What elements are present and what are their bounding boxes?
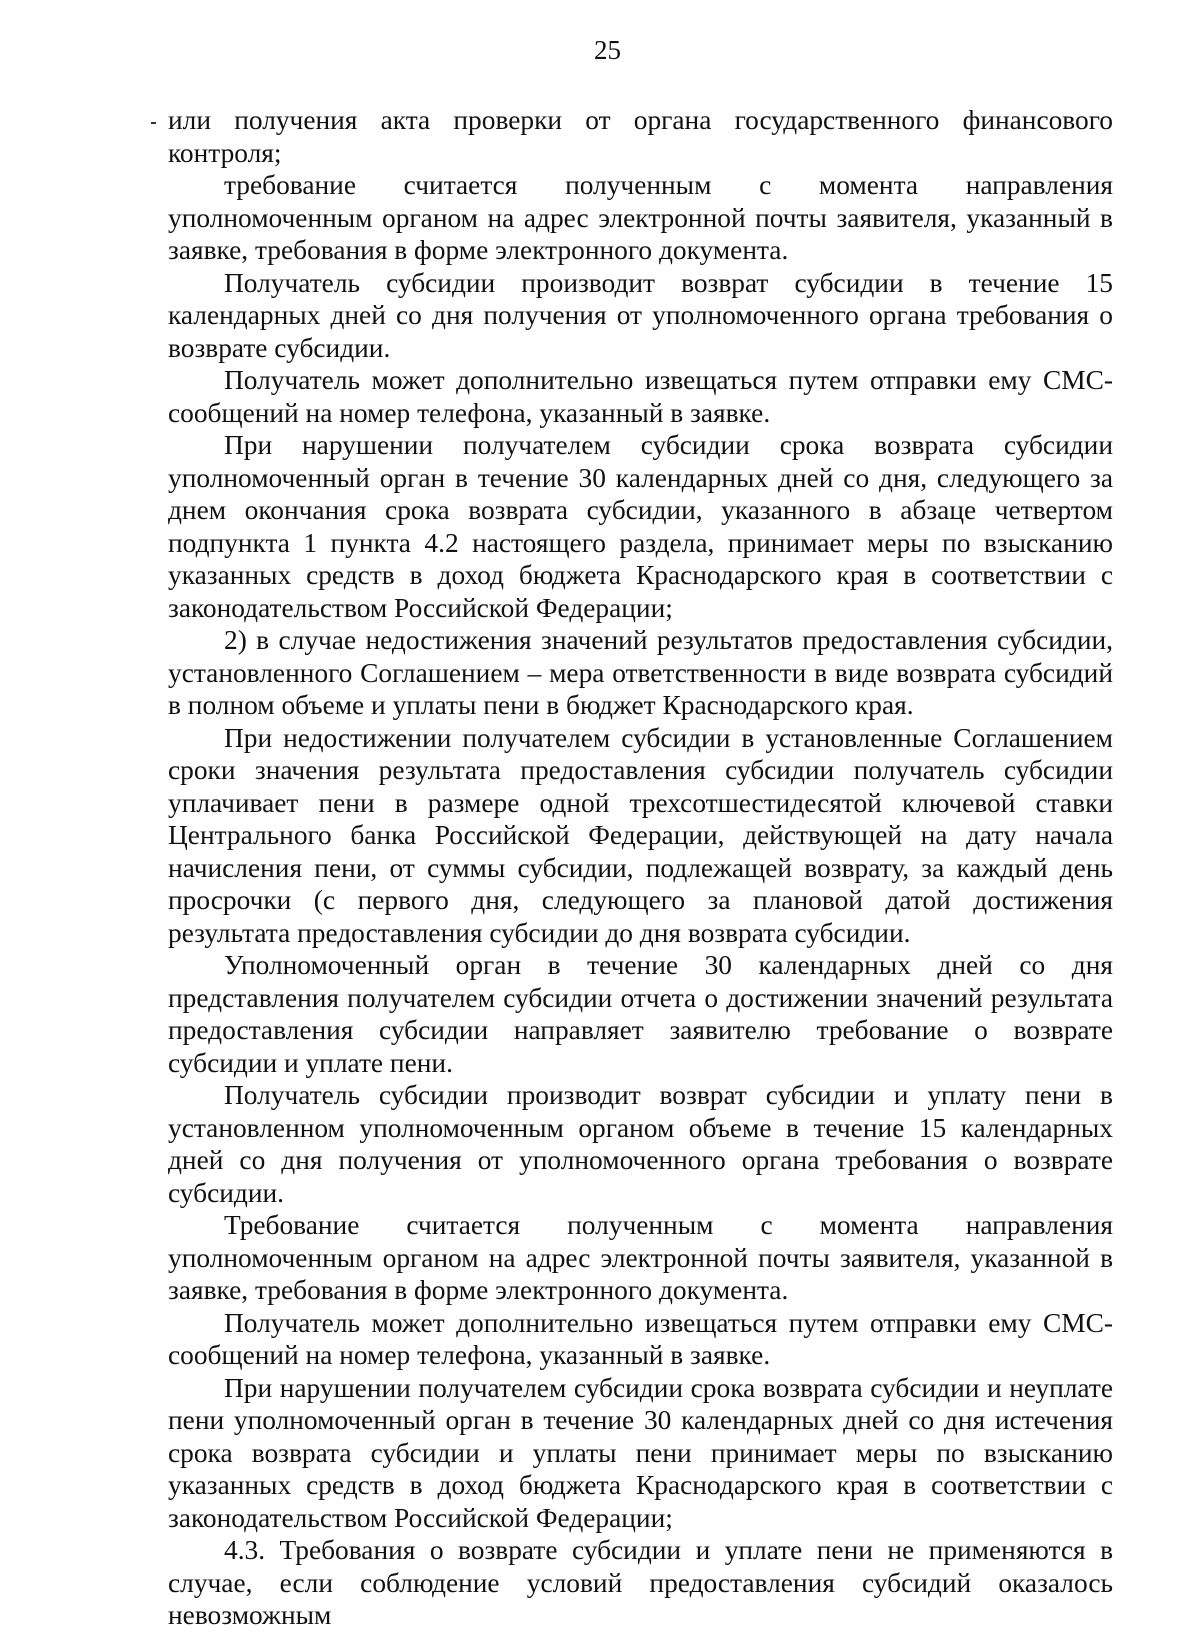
margin-mark (151, 122, 156, 124)
paragraph: Уполномоченный орган в течение 30 календарных дней со дня представления получателем субсидии отчета о достижении значений результата предоставления субсидии направляет заявителю требование о возврате субсидии и уплате пени. (168, 950, 1113, 1078)
body-text (168, 104, 1113, 1632)
paragraph: 2) в случае недостижения значений результатов предоставления субсидии, установленного Соглашением – мера ответственности в виде возврата субсидий в полном объеме и уплаты пени в бюджет Краснодарского края. (168, 625, 1113, 720)
paragraph: Получатель может дополнительно извещаться путем отправки ему СМС-сообщений на номер телефона, указанный в заявке. (168, 365, 1113, 428)
paragraph: При нарушении получателем субсидии срока возврата субсидии и неуплате пени уполномоченный орган в течение 30 календарных дней со дня истечения срока возврата субсидии и уплаты пени принимает меры по взысканию указанных средств в доход бюджета Краснодарского края в соответствии с законодательством Российской Федерации; (168, 1372, 1113, 1533)
paragraph: 4.3. Требования о возврате субсидии и уплате пени не применяются в случае, если соблюдение условий предоставления субсидий оказалось невозможным (168, 1535, 1113, 1630)
paragraph: При нарушении получателем субсидии срока возврата субсидии уполномоченный орган в течение 30 календарных дней со дня, следующего за днем окончания срока возврата субсидии, указанного в абзаце четвертом подпункта 1 пункта 4.2 настоящего раздела, принимает меры по взысканию указанных средств в доход бюджета Краснодарского края в соответствии с законодательством Российской Федерации; (168, 430, 1113, 623)
page-number: 25 (594, 35, 621, 65)
paragraph: Получатель субсидии производит возврат субсидии в течение 15 календарных дней со дня получения от уполномоченного органа требования о возврате субсидии. (168, 267, 1113, 363)
paragraph: требование считается полученным с момента направления уполномоченным органом на адрес электронной почты заявителя, указанный в заявке, требования в форме электронного документа. (168, 170, 1113, 265)
paragraph: Получатель субсидии производит возврат субсидии и уплату пени в установленном уполномоченным органом объеме в течение 15 календарных дней со дня получения от уполномоченного органа требования о возврате субсидии. (168, 1080, 1113, 1208)
paragraph: Получатель может дополнительно извещаться путем отправки ему СМС-сообщений на номер телефона, указанный в заявке. (168, 1307, 1113, 1370)
paragraph-continuation: или получения акта проверки от органа государственного финансового контроля; (168, 105, 1113, 168)
paragraph: Требование считается полученным с момента направления уполномоченным органом на адрес электронной почты заявителя, указанной в заявке, требования в форме электронного документа. (168, 1210, 1113, 1305)
paragraph: При недостижении получателем субсидии в установленные Соглашением сроки значения результата предоставления субсидии получатель субсидии уплачивает пени в размере одной трехсотшестидесятой ключевой ставки Центрального банка Российской Федерации, действующей на дату начала начисления пени, от суммы субсидии, подлежащей возврату, за каждый день просрочки (с первого дня, следующего за плановой датой достижения результата предоставления субсидии до дня возврата субсидии. (168, 722, 1113, 948)
